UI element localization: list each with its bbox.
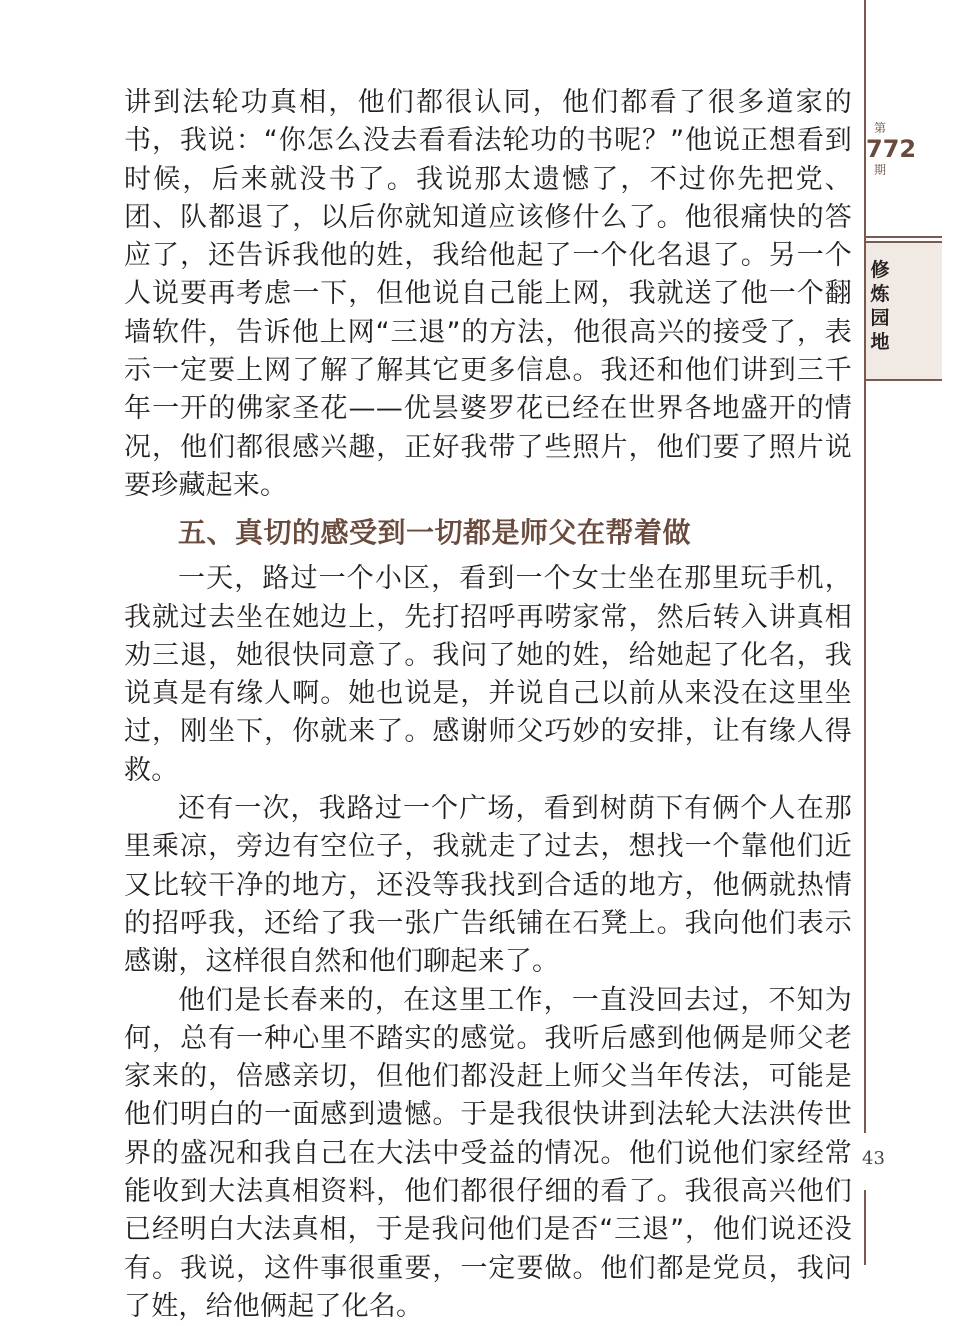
issue-number: 772	[866, 135, 917, 163]
body-paragraph-3: 他们是长春来的，在这里工作，一直没回去过，不知为何，总有一种心里不踏实的感觉。我听后感到他俩是师父老家来的，倍感亲切，但他们都没赶上师父当年传法，可能是他们明白的一面感到遗憾。于是我很快讲到法轮大法洪传世界的盛况和我自己在大法中受益的情况。他们说他们家经常能收到大法真相资料，他们都很仔细的看了。我很高兴他们已经明白大法真相，于是我问他们是否“三退”，他们说还没有。我说，这件事很重要，一定要做。他们都是党员，我问了姓，给他俩起了化名。	[124, 984, 852, 1322]
issue-prefix: 第	[873, 121, 886, 135]
section-tab-label: 修炼园地	[870, 259, 890, 353]
issue-marker	[866, 120, 917, 178]
article-body	[124, 84, 852, 1326]
page-number: 43	[862, 1148, 885, 1169]
issue-suffix: 期	[873, 163, 886, 177]
body-paragraph-2: 还有一次，我路过一个广场，看到树荫下有俩个人在那里乘凉，旁边有空位子，我就走了过去，想找一个靠他们近又比较干净的地方，还没等我找到合适的地方，他俩就热情的招呼我，还给了我一张广告纸铺在石凳上。我向他们表示感谢，这样很自然和他们聊起来了。	[124, 793, 852, 978]
margin-vertical-rule-lower	[864, 1190, 866, 1265]
section-tab	[866, 243, 942, 381]
margin-horizontal-rule-top	[866, 236, 942, 238]
intro-paragraph: 讲到法轮功真相，他们都很认同，他们都看了很多道家的书，我说：“你怎么没去看看法轮功的书呢？”他说正想看到时候，后来就没书了。我说那太遗憾了，不过你先把党、团、队都退了，以后你就知道应该修什么了。他很痛快的答应了，还告诉我他的姓，我给他起了一个化名退了。另一个人说要再考虑一下，但他说自己能上网，我就送了他一个翻墙软件，告诉他上网“三退”的方法，他很高兴的接受了，表示一定要上网了解了解其它更多信息。我还和他们讲到三千年一开的佛家圣花——优昙婆罗花已经在世界各地盛开的情况，他们都很感兴趣，正好我带了些照片，他们要了照片说要珍藏起来。	[124, 87, 852, 501]
body-paragraph-1: 一天，路过一个小区，看到一个女士坐在那里玩手机，我就过去坐在她边上，先打招呼再唠家常，然后转入讲真相劝三退，她很快同意了。我问了她的姓，给她起了化名，我说真是有缘人啊。她也说是，并说自己以前从来没在这里坐过，刚坐下，你就来了。感谢师父巧妙的安排，让有缘人得救。	[124, 563, 852, 786]
section-heading: 五、真切的感受到一切都是师父在帮着做	[178, 516, 692, 550]
